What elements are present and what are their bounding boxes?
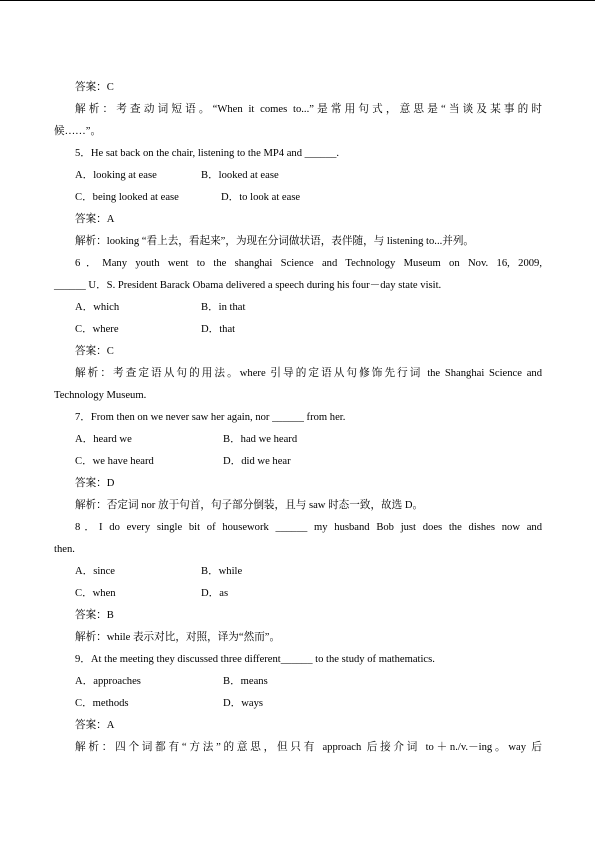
option-row: [54, 561, 542, 583]
option-row: [54, 583, 542, 605]
answer-line: 答案：B: [75, 610, 114, 621]
option-b: B．in that: [201, 302, 246, 313]
option-row: [54, 451, 542, 473]
option-row: [54, 319, 542, 341]
option-a: A．approaches: [75, 676, 141, 687]
option-d: D．as: [201, 588, 229, 599]
question-stem: 9．At the meeting they discussed three different______ to the study of mathematics.: [75, 654, 435, 665]
explanation-line: 解析：四个词都有“方法”的意思，但只有 approach 后接介词 to＋n./v.－ing。way 后: [75, 742, 542, 753]
question-stem: 8．I do every single bit of housework ______ my husband Bob just does the dishes now and: [75, 522, 542, 533]
option-b: B．while: [201, 566, 243, 577]
option-b: B．had we heard: [223, 434, 298, 445]
option-a: A．looking at ease: [75, 170, 157, 181]
explanation-line: 解析：while 表示对比，对照，译为“然而”。: [75, 632, 281, 643]
answer-line: 答案：A: [75, 720, 115, 731]
question-stem: ______ U．S. President Barack Obama delivered a speech during his four－day state visit.: [54, 280, 442, 291]
option-a: A．since: [75, 566, 116, 577]
option-c: C．when: [75, 588, 116, 599]
page-content: [54, 77, 542, 759]
option-c: C．where: [75, 324, 119, 335]
answer-line: 答案：C: [75, 82, 114, 93]
question-stem: 7．From then on we never saw her again, nor ______ from her.: [75, 412, 346, 423]
answer-line: 答案：D: [75, 478, 115, 489]
option-row: [54, 297, 542, 319]
explanation-line: 解析：否定词 nor 放于句首，句子部分倒装，且与 saw 时态一致，故选 D。: [75, 500, 424, 511]
question-stem: then.: [54, 544, 75, 555]
option-row: [54, 671, 542, 693]
explanation-line: 解析：looking “看上去，看起来”，为现在分词做状语，表伴随，与 listening to...并列。: [75, 236, 475, 247]
option-d: D．ways: [223, 698, 264, 709]
question-stem: 6．Many youth went to the shanghai Science and Technology Museum on Nov. 16, 2009,: [75, 258, 542, 269]
option-row: [54, 165, 542, 187]
option-row: [54, 429, 542, 451]
option-c: C．methods: [75, 698, 129, 709]
answer-line: 答案：A: [75, 214, 115, 225]
option-c: C．being looked at ease: [75, 192, 179, 203]
question-stem: 5．He sat back on the chair, listening to the MP4 and ______.: [75, 148, 340, 159]
option-d: D．did we hear: [223, 456, 291, 467]
explanation-line: 候……”。: [54, 126, 102, 137]
option-a: A．which: [75, 302, 120, 313]
option-b: B．means: [223, 676, 268, 687]
option-a: A．heard we: [75, 434, 132, 445]
option-c: C．we have heard: [75, 456, 154, 467]
top-rule: [0, 0, 595, 1]
option-row: [54, 693, 542, 715]
explanation-line: 解析：考查动词短语。“When it comes to...”是常用句式，意思是“当谈及某事的时: [75, 104, 542, 115]
option-b: B．looked at ease: [201, 170, 279, 181]
option-row: [54, 187, 542, 209]
answer-line: 答案：C: [75, 346, 114, 357]
option-d: D．that: [201, 324, 236, 335]
option-d: D．to look at ease: [221, 192, 301, 203]
explanation-line: Technology Museum.: [54, 390, 147, 401]
explanation-line: 解析：考查定语从句的用法。where 引导的定语从句修饰先行词 the Shanghai Science and: [75, 368, 542, 379]
